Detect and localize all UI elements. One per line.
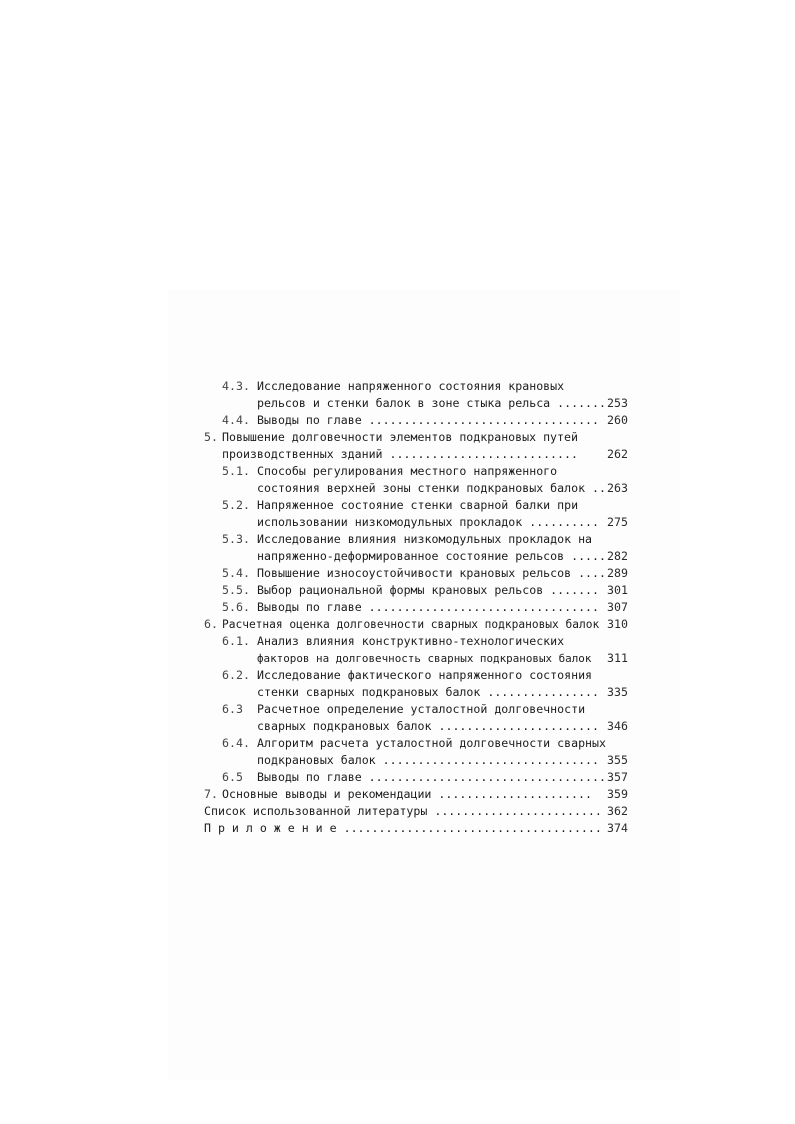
toc-page-number: 253 [607,396,628,410]
toc-number: 7. [204,787,218,801]
toc-page-number: 359 [607,787,628,801]
toc-number: 6.2. [222,668,250,682]
toc-title: факторов на долговечность сварных подкрановых балок [257,652,592,665]
toc-title: Выводы по главе ................................. [257,600,600,614]
toc-number: 5.2. [222,498,250,512]
toc-title: Напряженное состояние стенки сварной балки при [257,498,579,512]
toc-page-number: 301 [607,583,628,597]
toc-title: рельсов и стенки балок в зоне стыка рельса ....... [257,396,607,410]
toc-number: 5.4. [222,566,250,580]
toc-title: подкрановых балок ............................... [257,753,600,767]
toc-number: 6.1. [222,634,250,648]
toc-page-number: 307 [607,600,628,614]
toc-page-number: 275 [607,515,628,529]
toc-page-number: 289 [607,566,628,580]
toc-title: Расчетная оценка долговечности сварных подкрановых балок [222,618,600,631]
toc-title: Исследование фактического напряженного состояния [257,668,593,682]
toc-number: 5.3. [222,532,250,546]
toc-title: Повышение долговечности элементов подкрановых путей [222,430,578,444]
toc-number: 6.3 [222,702,243,716]
toc-title: стенки сварных подкрановых балок ................ [257,685,600,699]
toc-number: 5. [204,430,218,444]
toc-title: Анализ влияния конструктивно-технологических [257,634,565,648]
toc-number: 6.5 [222,770,243,784]
toc-title: Выводы по главе ................................. [257,413,600,427]
toc-number: 6. [204,617,218,631]
toc-number: 5.6. [222,600,250,614]
toc-page-number: 357 [607,770,628,784]
toc-title: Исследование напряженного состояния крановых [257,379,565,393]
toc-number: 5.5. [222,583,250,597]
toc-page-number: 282 [607,549,628,563]
toc-title: Способы регулирования местного напряженного [257,464,558,478]
toc-title: Исследование влияния низкомодульных прокладок на [257,532,593,546]
toc-number: 5.1. [222,464,250,478]
toc-page-number: 260 [607,413,628,427]
toc-page-number: 374 [607,821,628,835]
toc-title: Расчетное определение усталостной долговечности [257,702,586,716]
toc-number: 6.4. [222,736,250,750]
toc-title: состояния верхней зоны стенки подкрановых балок .. [257,481,607,495]
toc-number: 4.3. [222,379,250,393]
toc-title: Выводы по главе .................................. [257,770,607,784]
toc-page-number: 263 [607,481,628,495]
toc-title: сварных подкрановых балок ....................... [257,719,600,733]
toc-title: П р и л о ж е н и е ..................................... [204,821,602,835]
toc-title: Алгоритм расчета усталостной долговечности сварных [257,736,607,750]
toc-title: использовании низкомодульных прокладок .......... [257,515,600,529]
toc-title: напряженно-деформированное состояние рельсов ..... [257,549,607,563]
toc-title: Повышение износоустойчивости крановых рельсов .... [257,566,607,580]
toc-title: производственных зданий ........................... [222,447,578,461]
toc-page-number: 311 [607,651,628,665]
toc-page-number: 335 [607,685,628,699]
toc-page-number: 346 [607,719,628,733]
toc-page-number: 262 [607,447,628,461]
toc-number: 4.4. [222,413,250,427]
toc-page-number: 310 [607,617,628,631]
toc-title: Список использованной литературы ........................ [204,804,602,818]
toc-title: Основные выводы и рекомендации ...................... [222,787,592,801]
toc-page-number: 355 [607,753,628,767]
toc-page-number: 362 [607,804,628,818]
toc-title: Выбор рациональной формы крановых рельсов ....... [257,583,600,597]
